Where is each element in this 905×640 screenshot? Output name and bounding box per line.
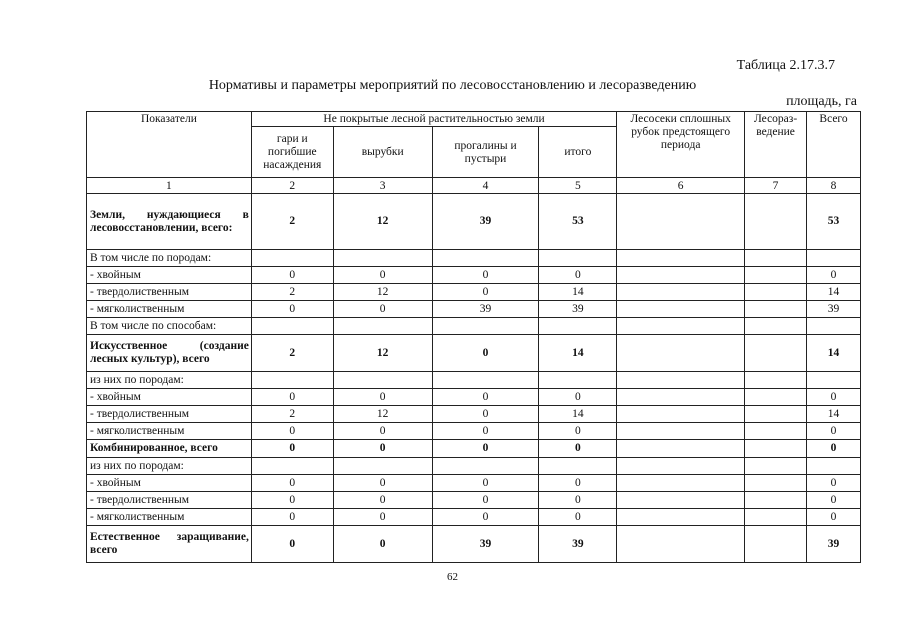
table-cell: [617, 335, 745, 372]
table-row: [87, 406, 861, 423]
table-cell: 0: [539, 389, 617, 406]
table-cell: [617, 318, 745, 335]
table-cell: 0: [807, 389, 861, 406]
table-cell: 14: [807, 406, 861, 423]
table-cell: [251, 250, 333, 267]
table-cell: 0: [432, 335, 539, 372]
row-label: - твердолиственным: [87, 492, 252, 509]
table-cell: 0: [432, 389, 539, 406]
table-cell: [617, 389, 745, 406]
table-cell: [745, 475, 807, 492]
table-cell: [333, 372, 432, 389]
table-cell: 12: [333, 406, 432, 423]
table-cell: [745, 492, 807, 509]
table-cell: [539, 458, 617, 475]
table-cell: [251, 318, 333, 335]
table-cell: [745, 406, 807, 423]
table-cell: 39: [807, 301, 861, 318]
table-cell: [251, 372, 333, 389]
table-cell: [745, 318, 807, 335]
table-cell: 12: [333, 194, 432, 250]
row-label: - твердолиственным: [87, 406, 252, 423]
table-row: [87, 318, 861, 335]
table-cell: [617, 458, 745, 475]
table-cell: 2: [251, 284, 333, 301]
table-cell: 39: [432, 194, 539, 250]
table-cell: [807, 318, 861, 335]
table-cell: 12: [333, 284, 432, 301]
column-number: 8: [807, 178, 861, 194]
row-label: В том числе по породам:: [87, 250, 252, 267]
table-cell: 0: [333, 440, 432, 458]
page-number: 62: [447, 571, 458, 583]
table-cell: 14: [807, 335, 861, 372]
header-afforestation: Лесораз-ведение: [745, 112, 807, 178]
table-cell: [432, 250, 539, 267]
table-cell: 0: [251, 475, 333, 492]
header-burnt: гари и погибшие насаждения: [251, 127, 333, 178]
row-label: - мягколиственным: [87, 301, 252, 318]
table-cell: 0: [251, 509, 333, 526]
row-label: - хвойным: [87, 475, 252, 492]
table-cell: [251, 458, 333, 475]
table-cell: [745, 526, 807, 563]
table-cell: [617, 509, 745, 526]
table-cell: [745, 284, 807, 301]
table-number: Таблица 2.17.3.7: [736, 58, 835, 73]
header-group-uncovered: Не покрытые лесной растительностью земли: [251, 112, 616, 127]
table-cell: [539, 250, 617, 267]
table-row: [87, 284, 861, 301]
row-label: В том числе по способам:: [87, 318, 252, 335]
table-cell: 0: [539, 423, 617, 440]
table-cell: [617, 492, 745, 509]
table-cell: [745, 372, 807, 389]
table-cell: 0: [251, 526, 333, 563]
table-cell: [617, 267, 745, 284]
table-cell: 0: [807, 475, 861, 492]
table-row: [87, 492, 861, 509]
table-cell: [745, 423, 807, 440]
table-cell: [432, 458, 539, 475]
table-cell: 0: [432, 475, 539, 492]
table-cell: 2: [251, 335, 333, 372]
row-label: из них по породам:: [87, 458, 252, 475]
table-row: [87, 526, 861, 563]
table-row: [87, 475, 861, 492]
table-cell: 0: [333, 301, 432, 318]
table-cell: 0: [807, 509, 861, 526]
column-number: 5: [539, 178, 617, 194]
row-label: Земли, нуждающиеся в лесовосстановлении, всего:: [87, 194, 252, 250]
table-cell: 0: [807, 492, 861, 509]
table-cell: [807, 372, 861, 389]
table-cell: 0: [539, 267, 617, 284]
row-label: - мягколиственным: [87, 423, 252, 440]
table-row: [87, 458, 861, 475]
row-label: - твердолиственным: [87, 284, 252, 301]
row-label: - мягколиственным: [87, 509, 252, 526]
table-cell: 39: [807, 526, 861, 563]
header-indicators: Показатели: [87, 112, 252, 178]
table-cell: [745, 335, 807, 372]
table-cell: 39: [539, 301, 617, 318]
table-cell: 0: [333, 492, 432, 509]
table-cell: 14: [539, 284, 617, 301]
table-cell: 12: [333, 335, 432, 372]
table-row: [87, 423, 861, 440]
table-cell: 0: [539, 440, 617, 458]
table-cell: [617, 526, 745, 563]
row-label: - хвойным: [87, 389, 252, 406]
table-cell: [745, 389, 807, 406]
table-cell: [745, 250, 807, 267]
table-cell: 0: [807, 267, 861, 284]
table-cell: 0: [432, 267, 539, 284]
table-cell: 0: [333, 389, 432, 406]
table-cell: 2: [251, 194, 333, 250]
table-cell: 0: [251, 389, 333, 406]
table-cell: 0: [333, 423, 432, 440]
row-label: из них по породам:: [87, 372, 252, 389]
header-glades: прогалины и пустыри: [432, 127, 539, 178]
table-cell: 0: [251, 440, 333, 458]
table-row: [87, 389, 861, 406]
table-cell: 0: [539, 509, 617, 526]
table-cell: [617, 406, 745, 423]
table-title: Нормативы и параметры мероприятий по лесовосстановлению и лесоразведению: [208, 78, 697, 93]
table-cell: 0: [432, 509, 539, 526]
units-label: площадь, га: [786, 94, 857, 109]
table-cell: 14: [539, 406, 617, 423]
table-row: [87, 267, 861, 284]
table-cell: 14: [807, 284, 861, 301]
header-total: Всего: [807, 112, 861, 178]
table-cell: 0: [807, 440, 861, 458]
table-cell: [745, 509, 807, 526]
column-number: 1: [87, 178, 252, 194]
table-cell: [617, 372, 745, 389]
table-cell: 0: [333, 475, 432, 492]
table-cell: [617, 194, 745, 250]
column-number: 2: [251, 178, 333, 194]
table-cell: [745, 440, 807, 458]
data-table: [86, 111, 861, 563]
table-cell: 39: [432, 526, 539, 563]
table-cell: [617, 284, 745, 301]
table-cell: 0: [539, 492, 617, 509]
table-cell: 0: [807, 423, 861, 440]
column-number: 4: [432, 178, 539, 194]
table-cell: 0: [251, 423, 333, 440]
table-cell: [617, 475, 745, 492]
table-row: [87, 509, 861, 526]
table-cell: 0: [432, 492, 539, 509]
table-cell: [617, 250, 745, 267]
table-cell: [745, 301, 807, 318]
table-cell: [539, 372, 617, 389]
table-cell: [617, 301, 745, 318]
header-subtotal: итого: [539, 127, 617, 178]
table-cell: [807, 250, 861, 267]
table-row: [87, 250, 861, 267]
table-cell: [745, 194, 807, 250]
row-label: Искусственное (создание лесных культур), всего: [87, 335, 252, 372]
table-cell: 2: [251, 406, 333, 423]
header-cuttings: вырубки: [333, 127, 432, 178]
table-row: [87, 440, 861, 458]
table-cell: [745, 458, 807, 475]
table-cell: 0: [432, 423, 539, 440]
row-label: Комбинированное, всего: [87, 440, 252, 458]
table-cell: 0: [432, 284, 539, 301]
table-cell: 0: [432, 440, 539, 458]
table-cell: 0: [251, 301, 333, 318]
column-number: 7: [745, 178, 807, 194]
table-cell: [432, 372, 539, 389]
table-cell: 0: [333, 526, 432, 563]
column-number: 6: [617, 178, 745, 194]
table-cell: [745, 267, 807, 284]
table-cell: 53: [539, 194, 617, 250]
column-numbers-row: [87, 178, 861, 194]
table-cell: 0: [432, 406, 539, 423]
table-cell: [333, 318, 432, 335]
table-row: [87, 372, 861, 389]
table-cell: 14: [539, 335, 617, 372]
table-row: [87, 194, 861, 250]
table-cell: [617, 423, 745, 440]
table-cell: 53: [807, 194, 861, 250]
table-cell: [539, 318, 617, 335]
table-row: [87, 301, 861, 318]
table-cell: [432, 318, 539, 335]
header-clearcuts: Лесосеки сплошных рубок предстоящего периода: [617, 112, 745, 178]
table-cell: 0: [333, 509, 432, 526]
table-cell: [333, 250, 432, 267]
table-cell: 0: [251, 492, 333, 509]
table-cell: [807, 458, 861, 475]
table-cell: 0: [333, 267, 432, 284]
row-label: Естественное заращивание, всего: [87, 526, 252, 563]
row-label: - хвойным: [87, 267, 252, 284]
table-cell: 39: [432, 301, 539, 318]
column-number: 3: [333, 178, 432, 194]
table-cell: [333, 458, 432, 475]
table-cell: [617, 440, 745, 458]
table-cell: 0: [251, 267, 333, 284]
table-row: [87, 335, 861, 372]
table-cell: 0: [539, 475, 617, 492]
table-cell: 39: [539, 526, 617, 563]
